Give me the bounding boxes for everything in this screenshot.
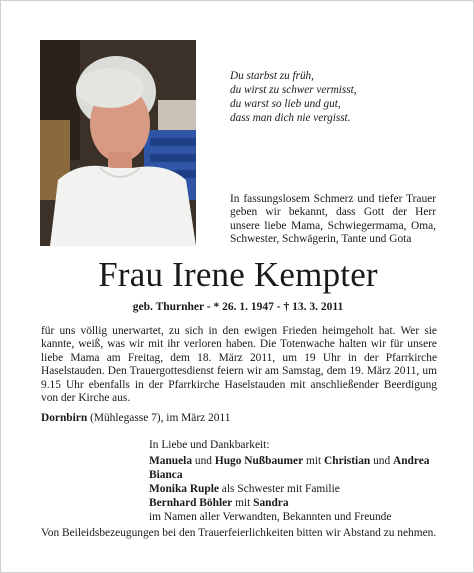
memorial-poem <box>230 69 440 125</box>
mourner-name: Bernhard Böhler <box>149 497 233 509</box>
connector-text: mit <box>232 497 254 509</box>
mourner-line <box>149 482 439 496</box>
place-city: Dornbirn <box>41 412 88 424</box>
poem-line: du wirst zu schwer vermisst, <box>230 84 357 96</box>
mourner-line <box>149 468 439 482</box>
mourner-name: Christian <box>324 455 371 467</box>
mourners-list <box>149 454 439 524</box>
place-date-line <box>41 411 437 425</box>
connector-text: und <box>192 455 215 467</box>
portrait-image <box>40 40 196 246</box>
poem-line: du warst so lieb und gut, <box>230 98 341 110</box>
signature-intro: In Liebe und Dankbarkeit: <box>149 439 270 451</box>
place-address-date: (Mühlegasse 7), im März 2011 <box>90 412 231 424</box>
mourner-name: Sandra <box>253 497 289 509</box>
announcement-intro: In fassungslosem Schmerz und tiefer Trauer geben wir bekannt, dass Gott der Herr unsere liebe Mama, Schwiegermama, Oma, Schwester, Schwägerin, Tante und Gota <box>230 193 436 246</box>
birth-death-dates: geb. Thurnher - * 26. 1. 1947 - † 13. 3. 2011 <box>132 301 344 313</box>
mourner-name: Manuela <box>149 455 193 467</box>
mourner-line: im Namen aller Verwandten, Bekannten und Freunde <box>149 511 392 523</box>
mourner-line <box>149 454 439 468</box>
connector-text: als Schwester mit Familie <box>218 483 340 495</box>
connector-text: und <box>370 455 393 467</box>
mourner-name: Andrea <box>393 455 430 467</box>
poem-line: dass man dich nie vergisst. <box>230 112 351 124</box>
mourner-name: Monika Ruple <box>149 483 219 495</box>
connector-text: mit <box>303 455 325 467</box>
mourner-line <box>149 496 439 510</box>
mourner-name: Hugo Nußbaumer <box>214 455 304 467</box>
poem-line: Du starbst zu früh, <box>230 70 314 82</box>
announcement-body: für uns völlig unerwartet, zu sich in den ewigen Frieden heimgeholt hat. Wer sie kannte, weiß, was wir mit ihr verloren haben. Die Totenwache halten wir für unsere liebe Mama am Freitag, dem 18. März 2011, um 19 Uhr in der Pfarrkirche Haselstauden. Den Trauergottesdienst feiern wir am Samstag, dem 19. März 2011, um 9.15 Uhr ebenfalls in der Pfarrkirche Haselstauden mit anschließender Beerdigung von der Kirche aus. <box>41 325 437 405</box>
portrait-photo <box>40 40 196 246</box>
mourner-name: Bianca <box>149 469 183 481</box>
closing-note: Von Beileidsbezeugungen bei den Trauerfeierlichkeiten bitten wir Abstand zu nehmen. <box>41 527 437 539</box>
deceased-name: Frau Irene Kempter <box>98 255 378 294</box>
